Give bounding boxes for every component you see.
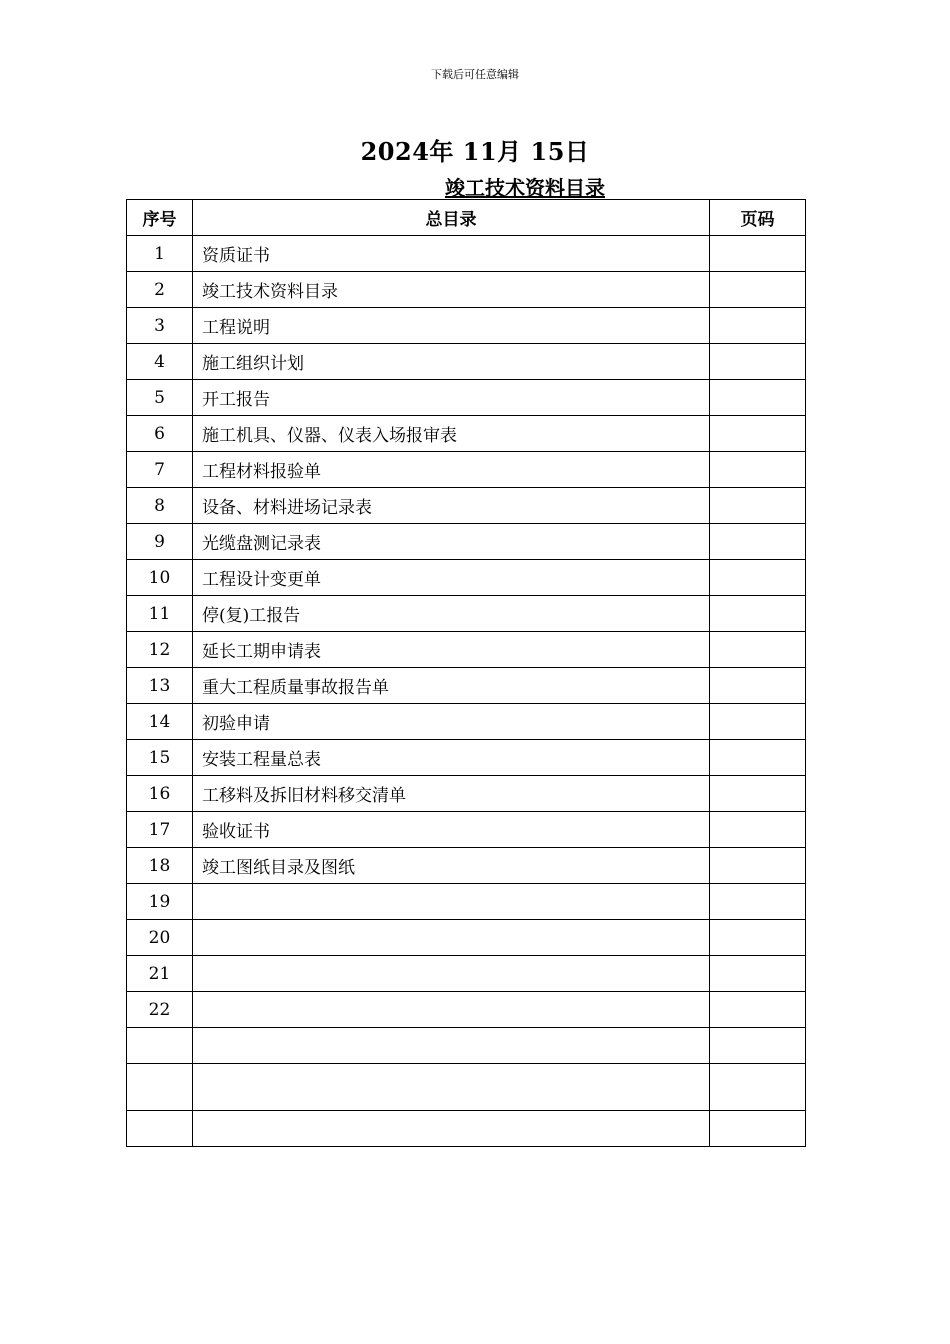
table-row — [127, 236, 806, 272]
catalog-table — [126, 199, 806, 1147]
row-item-cell — [193, 956, 710, 992]
row-page-cell — [710, 848, 806, 884]
row-number-cell: 10 — [127, 560, 193, 596]
row-item-cell — [193, 884, 710, 920]
row-page-cell — [710, 740, 806, 776]
row-page-cell — [710, 812, 806, 848]
row-page-cell — [710, 956, 806, 992]
row-number-cell: 8 — [127, 488, 193, 524]
document-title: 竣工技术资料目录 — [445, 176, 605, 200]
row-page-cell — [710, 1028, 806, 1064]
row-page-cell — [710, 704, 806, 740]
row-number-cell: 6 — [127, 416, 193, 452]
row-item-cell: 停(复)工报告 — [193, 596, 710, 632]
table-row — [127, 740, 806, 776]
table-body — [127, 236, 806, 1147]
row-number-cell: 7 — [127, 452, 193, 488]
row-item-cell — [193, 920, 710, 956]
row-page-cell — [710, 524, 806, 560]
row-page-cell — [710, 272, 806, 308]
row-number-cell: 1 — [127, 236, 193, 272]
table-row — [127, 992, 806, 1028]
table-row — [127, 812, 806, 848]
row-page-cell — [710, 776, 806, 812]
table-header-row — [127, 200, 806, 236]
row-item-cell: 验收证书 — [193, 812, 710, 848]
row-page-cell — [710, 884, 806, 920]
row-number-cell: 19 — [127, 884, 193, 920]
table-row — [127, 344, 806, 380]
row-number-cell: 17 — [127, 812, 193, 848]
row-number-cell — [127, 1028, 193, 1064]
row-page-cell — [710, 488, 806, 524]
row-page-cell — [710, 560, 806, 596]
row-number-cell: 9 — [127, 524, 193, 560]
row-page-cell — [710, 416, 806, 452]
row-number-cell: 12 — [127, 632, 193, 668]
row-number-cell: 11 — [127, 596, 193, 632]
row-page-cell — [710, 596, 806, 632]
table-row — [127, 1064, 806, 1111]
table-row — [127, 380, 806, 416]
row-page-cell — [710, 1064, 806, 1111]
row-page-cell — [710, 308, 806, 344]
row-page-cell — [710, 668, 806, 704]
row-page-cell — [710, 632, 806, 668]
row-number-cell: 18 — [127, 848, 193, 884]
row-item-cell: 重大工程质量事故报告单 — [193, 668, 710, 704]
row-item-cell: 施工机具、仪器、仪表入场报审表 — [193, 416, 710, 452]
table-row — [127, 920, 806, 956]
row-number-cell: 21 — [127, 956, 193, 992]
row-page-cell — [710, 920, 806, 956]
row-number-cell: 22 — [127, 992, 193, 1028]
row-item-cell: 延长工期申请表 — [193, 632, 710, 668]
table-row — [127, 668, 806, 704]
table-row — [127, 776, 806, 812]
table-row — [127, 308, 806, 344]
table-row — [127, 452, 806, 488]
row-item-cell: 竣工图纸目录及图纸 — [193, 848, 710, 884]
table-row — [127, 524, 806, 560]
row-item-cell: 设备、材料进场记录表 — [193, 488, 710, 524]
row-item-cell: 安装工程量总表 — [193, 740, 710, 776]
row-number-cell — [127, 1111, 193, 1147]
row-number-cell: 4 — [127, 344, 193, 380]
row-item-cell — [193, 1111, 710, 1147]
table-row — [127, 488, 806, 524]
row-number-cell: 15 — [127, 740, 193, 776]
row-number-cell: 2 — [127, 272, 193, 308]
row-item-cell: 资质证书 — [193, 236, 710, 272]
row-page-cell — [710, 380, 806, 416]
row-page-cell — [710, 1111, 806, 1147]
row-number-cell: 5 — [127, 380, 193, 416]
table-row — [127, 632, 806, 668]
table-row — [127, 416, 806, 452]
table-row — [127, 884, 806, 920]
page-header-note: 下载后可任意编辑 — [431, 68, 519, 81]
row-number-cell: 14 — [127, 704, 193, 740]
row-page-cell — [710, 452, 806, 488]
table-row — [127, 704, 806, 740]
table-row — [127, 560, 806, 596]
row-item-cell: 竣工技术资料目录 — [193, 272, 710, 308]
row-page-cell — [710, 992, 806, 1028]
row-item-cell — [193, 1028, 710, 1064]
row-item-cell: 开工报告 — [193, 380, 710, 416]
row-item-cell — [193, 1064, 710, 1111]
row-number-cell: 20 — [127, 920, 193, 956]
table-row — [127, 596, 806, 632]
row-item-cell: 工程说明 — [193, 308, 710, 344]
column-header-number: 序号 — [127, 200, 193, 236]
column-header-contents: 总目录 — [193, 200, 710, 236]
document-date: 2024年 11月 15日 — [360, 137, 590, 166]
row-number-cell: 13 — [127, 668, 193, 704]
row-page-cell — [710, 236, 806, 272]
row-item-cell — [193, 992, 710, 1028]
row-item-cell: 工程材料报验单 — [193, 452, 710, 488]
column-header-page: 页码 — [710, 200, 806, 236]
table-row — [127, 848, 806, 884]
row-item-cell: 施工组织计划 — [193, 344, 710, 380]
table-row — [127, 1028, 806, 1064]
row-number-cell: 16 — [127, 776, 193, 812]
row-number-cell: 3 — [127, 308, 193, 344]
table-row — [127, 1111, 806, 1147]
row-number-cell — [127, 1064, 193, 1111]
row-item-cell: 工移料及拆旧材料移交清单 — [193, 776, 710, 812]
row-page-cell — [710, 344, 806, 380]
row-item-cell: 初验申请 — [193, 704, 710, 740]
table-row — [127, 956, 806, 992]
table-row — [127, 272, 806, 308]
row-item-cell: 光缆盘测记录表 — [193, 524, 710, 560]
row-item-cell: 工程设计变更单 — [193, 560, 710, 596]
